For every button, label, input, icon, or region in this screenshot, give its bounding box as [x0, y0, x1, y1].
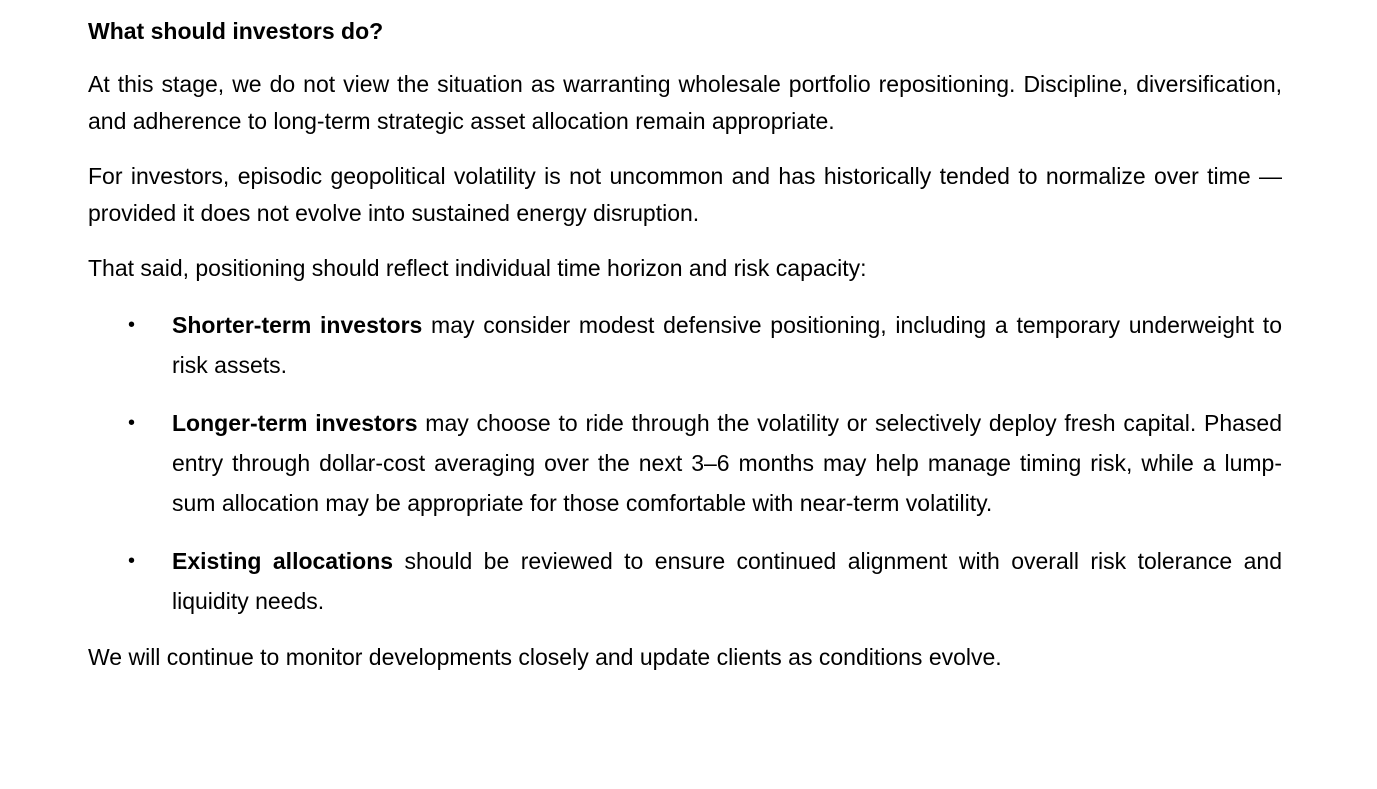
- bullet-text: may choose to ride through the volatility or selectively deploy fresh capital. Phased entry through dollar-cost averaging over the next 3–6 months may help manage timing risk, while a lump-sum allocation may be appropriate for those comfortable with near-term volatility.: [172, 410, 1283, 516]
- bullet-bold-label: Existing allocations: [172, 548, 394, 574]
- bullet-text: may consider modest defensive positioning, including a temporary underweight to risk assets.: [172, 312, 1282, 378]
- paragraph-positioning: At this stage, we do not view the situation as warranting wholesale portfolio repositioning. Discipline, diversification, and adherence to long-term strategic asset allocation remain appropriate.: [88, 71, 1282, 134]
- bullet-bold-label: Shorter-term investors: [172, 312, 423, 338]
- bullet-existing-allocations: [88, 541, 1282, 621]
- section-heading: What should investors do?: [88, 18, 384, 44]
- paragraph-volatility: For investors, episodic geopolitical volatility is not uncommon and has historically tended to normalize over time — provided it does not evolve into sustained energy disruption.: [88, 163, 1282, 226]
- document-page: [88, 14, 1282, 694]
- bullet-icon: •: [128, 412, 136, 434]
- bullet-text: should be reviewed to ensure continued alignment with overall risk tolerance and liquidity needs.: [172, 548, 1283, 614]
- bullet-shorter-term: [88, 305, 1282, 385]
- bullet-icon: •: [128, 314, 136, 336]
- bullet-icon: •: [128, 550, 136, 572]
- paragraph-horizon: That said, positioning should reflect individual time horizon and risk capacity:: [88, 255, 867, 281]
- bullet-longer-term: [88, 403, 1282, 523]
- paragraph-closing: We will continue to monitor developments closely and update clients as conditions evolve.: [88, 644, 1002, 670]
- bullet-bold-label: Longer-term investors: [172, 410, 418, 436]
- investor-bullet-list: [88, 305, 1282, 621]
